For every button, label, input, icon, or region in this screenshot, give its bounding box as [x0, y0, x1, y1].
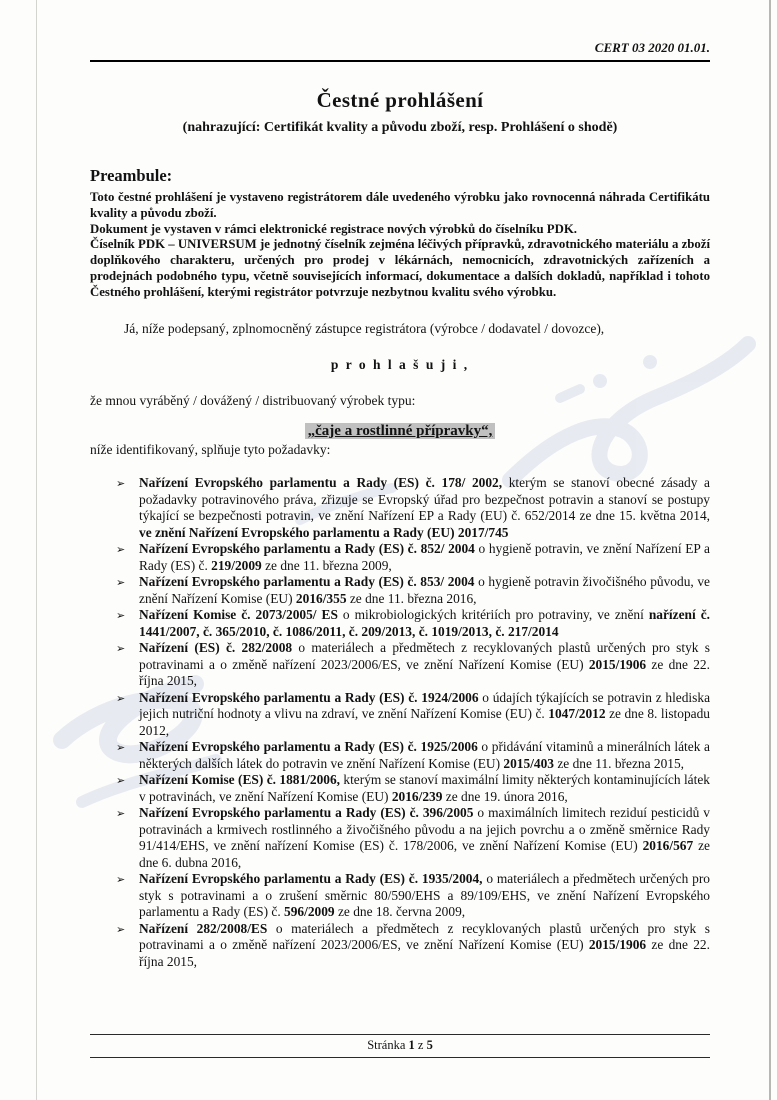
requirements-line: níže identifikovaný, splňuje tyto požadavky:: [90, 442, 331, 458]
regulation-text: Nařízení (ES) č. 282/2008 o materiálech a předmětech z recyklovaných plastů určených pro styk s potravinami a o změně nařízení 2023/2006/ES, ve znění Nařízení Komise (EU) 2015/1906 ze dne 22. října 2015,: [139, 640, 710, 689]
arrow-bullet-icon: ➢: [116, 922, 126, 936]
preambule-paragraphs: [90, 190, 710, 301]
preambule-heading: Preambule:: [90, 166, 173, 185]
page-footer: [90, 1034, 710, 1058]
declaration-word: p r o h l a š u j i ,: [330, 356, 470, 372]
page-number: Stránka 1 z 5: [367, 1038, 433, 1052]
document-subtitle: (nahrazující: Certifikát kvality a původu zboží, resp. Prohlášení o shodě): [182, 120, 618, 135]
regulation-text: Nařízení Evropského parlamentu a Rady (ES) č. 1935/2004, o materiálech a předmětech určených pro styk s potravinami a o zrušení směrnic 80/590/EHS a 89/109/EHS, ve znění Nařízení Evropského parlamentu a Rady (ES) č. 596/2009 ze dne 18. června 2009,: [139, 871, 710, 920]
document-title: Čestné prohlášení: [316, 88, 484, 112]
product-type-line: [90, 422, 710, 440]
preambule-paragraph: Dokument je vystaven v rámci elektronické registrace nových výrobků do číselníku PDK.: [90, 221, 577, 236]
preambule-paragraph: Číselník PDK – UNIVERSUM je jednotný číselník zejména léčivých přípravků, zdravotnického materiálu a zboží doplňkového charakteru, určených pro prodej v lékárnách, nemocnicích, zdravotnických zařízeních a prodejnách podobného typu, včetně souvisejících informací, dokumentace a dalších dokladů, například i tohoto Čestného prohlášení, kterými registrátor potvrzuje nezbytnou kvalitu svého výrobku.: [90, 237, 710, 299]
regulation-text: Nařízení Evropského parlamentu a Rady (ES) č. 1924/2006 o údajích týkajících se potravin z hlediska jejich nutriční hodnoty a vlivu na zdraví, ve znění Nařízení Komise (EU) č. 1047/2012 ze dne 8. listopadu 2012,: [139, 689, 711, 738]
regulation-item: [116, 739, 710, 772]
regulation-item: [116, 541, 710, 574]
arrow-bullet-icon: ➢: [116, 477, 126, 491]
arrow-bullet-icon: ➢: [116, 642, 126, 656]
regulation-item: [116, 772, 710, 805]
regulation-text: Nařízení Evropského parlamentu a Rady (ES) č. 396/2005 o maximálních limitech reziduí pesticidů v potravinách a krmivech rostlinného a živočišného původu a na jejich povrchu a o změně směrnice Rady 91/414/EHS, ve znění nařízení Komise (ES) č. 178/2006, ve znění Nařízení Komise (EU) 2016/567 ze dne 6. dubna 2016,: [139, 805, 710, 870]
regulation-item: [116, 607, 710, 640]
arrow-bullet-icon: ➢: [116, 807, 126, 821]
regulation-item: [116, 921, 710, 971]
regulation-item: [116, 871, 710, 921]
arrow-bullet-icon: ➢: [116, 741, 126, 755]
regulation-text: Nařízení Komise č. 2073/2005/ ES o mikrobiologických kritériích pro potraviny, ve znění nařízení č. 1441/2007, č. 365/2010, č. 1086/2011, č. 209/2013, č. 1019/2013, č. 217/2014: [139, 607, 710, 639]
arrow-bullet-icon: ➢: [116, 691, 126, 705]
arrow-bullet-icon: ➢: [116, 576, 126, 590]
regulation-text: Nařízení Evropského parlamentu a Rady (ES) č. 178/ 2002, kterým se stanoví obecné zásady a požadavky potravinového práva, zřizuje se Evropský úřad pro bezpečnost potravin a stanoví se postupy týkající se bezpečnosti potravin, ve znění Nařízení EP a Rady (EU) č. 652/2014 ze dne 15. května 2014, ve znění Nařízení Evropského parlamentu a Rady (EU) 2017/745: [139, 475, 710, 540]
regulation-text: Nařízení Evropského parlamentu a Rady (ES) č. 853/ 2004 o hygieně potravin živočišného původu, ve znění Nařízení Komise (EU) 2016/355 ze dne 11. března 2016,: [139, 574, 710, 606]
regulation-item: [116, 690, 710, 740]
regulation-text: Nařízení Evropského parlamentu a Rady (ES) č. 852/ 2004 o hygieně potravin, ve znění Nařízení EP a Rady (ES) č. 219/2009 ze dne 11. března 2009,: [139, 541, 710, 573]
document-code: CERT 03 2020 01.01.: [90, 40, 710, 62]
regulation-text: Nařízení Evropského parlamentu a Rady (ES) č. 1925/2006 o přidávání vitaminů a minerálních látek a některých dalších látek do potravin ve znění Nařízení Komise (EU) 2015/403 ze dne 11. března 2015,: [139, 739, 710, 771]
regulation-item: [116, 640, 710, 690]
regulations-list: [90, 475, 710, 970]
declarant-intro: Já, níže podepsaný, zplnomocněný zástupce registrátora (výrobce / dodavatel / dovozce),: [124, 320, 605, 336]
arrow-bullet-icon: ➢: [116, 609, 126, 623]
arrow-bullet-icon: ➢: [116, 543, 126, 557]
arrow-bullet-icon: ➢: [116, 873, 126, 887]
arrow-bullet-icon: ➢: [116, 774, 126, 788]
regulation-item: [116, 574, 710, 607]
product-line: že mnou vyráběný / dovážený / distribuovaný výrobek typu:: [90, 392, 416, 408]
product-type-highlight: „čaje a rostlinné přípravky“,: [305, 423, 496, 439]
regulation-text: Nařízení 282/2008/ES o materiálech a předmětech z recyklovaných plastů určených pro styk s potravinami a o změně nařízení 2023/2006/ES, ve znění Nařízení Komise (EU) 2015/1906 ze dne 22. října 2015,: [139, 920, 710, 969]
regulation-item: [116, 805, 710, 871]
regulation-item: [116, 475, 710, 541]
regulation-text: Nařízení Komise (ES) č. 1881/2006, kterým se stanoví maximální limity některých kontaminujících látek v potravinách, ve znění Nařízení Komise (EU) 2016/239 ze dne 19. února 2016,: [139, 772, 710, 804]
preambule-paragraph: Toto čestné prohlášení je vystaveno registrátorem dále uvedeného výrobku jako rovnocenná náhrada Certifikátu kvality a původu zboží.: [90, 190, 710, 220]
